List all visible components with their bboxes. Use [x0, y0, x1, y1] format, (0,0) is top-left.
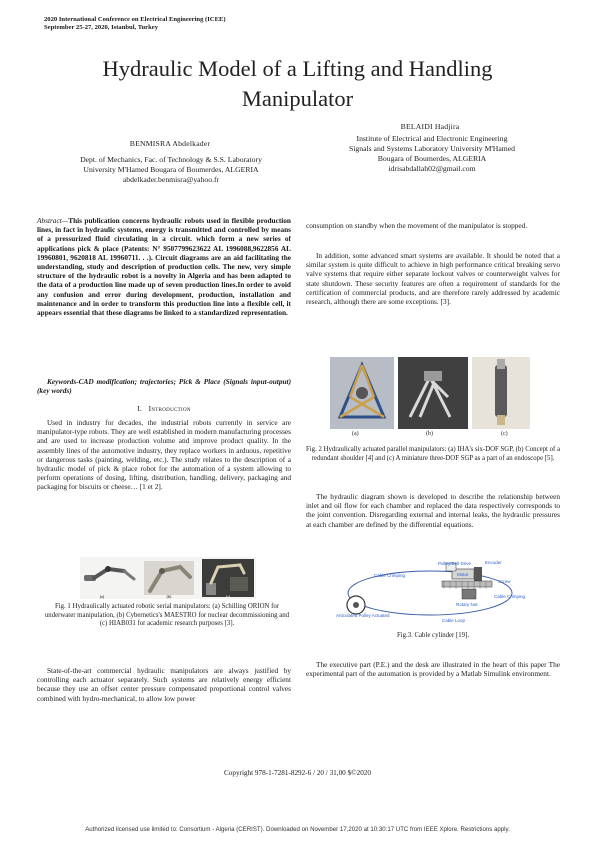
author1-affiliation — [26, 155, 316, 185]
figure-2-label-a: (a) — [352, 431, 359, 437]
figure-1-label-c: (c) — [225, 594, 231, 599]
author2-affiliation-line-3: Bougara of Boumerdes, ALGERIA — [377, 154, 487, 163]
figure-1-image — [80, 557, 256, 599]
conference-header — [44, 16, 226, 33]
title-line-1: Hydraulic Model of a Lifting and Handling — [102, 56, 493, 81]
figure-1b-serial-arm — [144, 561, 194, 595]
author1-name: BENMISRA Abdelkader — [129, 139, 211, 148]
figure-3-cable-cylinder-diagram — [334, 559, 529, 627]
label-articulated-pulley: Articulated Pulley Actuated — [336, 613, 390, 618]
label-rotary-nut: Rotary Nut — [456, 602, 478, 607]
rotary-nut — [462, 589, 476, 599]
screw-rod — [442, 581, 492, 587]
figure-2-image — [330, 357, 530, 429]
paper-title — [40, 54, 555, 114]
label-cable-crimping-right: Cable Crimping — [494, 594, 526, 599]
abstract-text: This publication concerns hydraulic robots used in flexible production lines, in fact in hydraulic systems, energy is transmitted and controlled by means of a pressurized fluid circulating in a circuit. which form a new series of applications pick & place (Patents: N° 9507799623622 AL 1996088,9622856 AL 19960801, 9620818 AL 19960711. . .). Circuit diagrams are an aid facilitating the understanding, study and description of production cells. The new, very simple structure of the hydraulic robot is a novelty in Algeria and has been adapted to the data of a production line made up of seven production lines.In order to avoid any confusion and error during development, production, installation and maintenance and in order to transform this production line into a flexible cell, it appears essential that these diagrams be linked to a standardized representation. — [37, 216, 291, 318]
label-motor: Motor — [457, 572, 469, 577]
figure-1-caption: Fig. 1 Hydraulically actuated robotic serial manipulators: (a) Schilling ORION for underwater manipulation, (b) Cybernetics's MAESTRO for nuclear decommissioning and (c) HIAB031 for academic research purposes [3]. — [44, 603, 290, 628]
author1-affiliation-line-2: University M'Hamed Bougara of Boumerdes, ALGERIA — [83, 165, 259, 174]
abstract-label: Abstract— — [37, 216, 69, 225]
license-footer: Authorized licensed use limited to: Consortium - Algeria (CERIST). Downloaded on November 17,2020 at 10:30:17 UTC from IEEE Xplore. Restrictions apply. — [85, 826, 510, 833]
copyright-line: Copyright 978-1-7281-8292-6 / 20 / 31,00 $©2020 — [223, 769, 371, 777]
author2-name: BELAIDI Hadjira — [400, 122, 460, 131]
label-cable-loop: Cable Loop — [442, 618, 466, 623]
conference-name: 2020 International Conference on Electrical Engineering (ICEE) — [44, 16, 226, 23]
author1-affiliation-line-1: Dept. of Mechanics, Fac. of Technology & S.S. Laboratory — [80, 155, 262, 164]
figure-2-label-c: (c) — [501, 431, 508, 437]
keywords: Keywords-CAD modification; trajectories; Pick & Place (Signals input-output) (key words) — [37, 377, 291, 396]
author2-affiliation-line-1: Institute of Electrical and Electronic Engineering — [356, 134, 508, 143]
author2-email: idrisabdallah02@gmail.com — [388, 164, 476, 173]
figure-2c-parallel-manipulator — [472, 357, 530, 429]
right-paragraph-1: consumption on standby when the movement of the manipulator is stopped. — [306, 221, 528, 230]
section-title: Introduction — [148, 404, 191, 413]
intro-paragraph: Used in industry for decades, the industrial robots currently in service are manipulator-type robots. They are well established in modern manufacturing processes and are used to increase production volume and improve product quality. In the assembly lines of the automotive industry, they replace workers in arduous, repetitive or dangerous tasks (painting, welding, etc.). The study relates to the description of a hydraulic model of pick & place robot for the automation of a system allowing to perform operations of dosing, lifting, distribution, handling, delivery, packaging and packaging for biscuits or cheese… [1 et 2]. — [37, 418, 291, 492]
title-line-2: Manipulator — [241, 86, 354, 111]
figure-2-caption: Fig. 2 Hydraulically actuated parallel manipulators: (a) IHA's six-DOF SGP, (b) Concept of a redundant shoulder [4] and (c) A miniature three-DOF SGP as a part of an endoscope [5]. — [306, 446, 560, 462]
label-cable-crimping-left: Cable Crimping — [374, 573, 406, 578]
figure-1c-serial-arm — [202, 559, 254, 597]
abstract — [37, 216, 291, 317]
figure-1-label-a: (a) — [99, 594, 105, 599]
right-paragraph-2: In addition, some advanced smart systems are available. It should be noted that a similar system is quite difficult to achieve in high performance critical breaking servo valve systems that require either separate lockout valves or counterweight valves for state shutdown. These security features are often a requirement of standards for the certification of commercial products, and are therefore rarely addressed by academic research, although there are some exceptions. [3]. — [306, 251, 560, 307]
label-screw: Screw — [498, 579, 511, 584]
author1-email: abdelkader.benmisra@yahoo.fr — [122, 175, 220, 184]
author2-affiliation — [316, 134, 548, 174]
label-encoder: Encoder — [485, 560, 502, 565]
label-pulley-belt-drive: Pulley/Belt Drive — [438, 561, 472, 566]
figure-2a-parallel-manipulator — [330, 357, 394, 429]
figure-1-label-b: (b) — [166, 594, 172, 599]
section-heading-introduction — [37, 404, 291, 413]
conference-date: September 25-27, 2020, Istanbul, Turkey — [44, 24, 159, 32]
figure-3-caption: Fig.3. Cable cylinder [19]. — [396, 632, 470, 639]
figure-2-label-b: (b) — [426, 431, 433, 437]
right-paragraph-4: The executive part (P.E.) and the desk are illustrated in the heart of this paper The experimental part of the automation is provided by a Matlab Simulink environment. — [306, 660, 560, 679]
section-number: I. — [137, 404, 143, 413]
author2-affiliation-line-2: Signals and Systems Laboratory University M'Hamed — [348, 144, 515, 153]
left-paragraph-2: State-of-the-art commercial hydraulic manipulators are always justified by controlling each actuator separately. Such systems are relatively energy efficient because they use an offset center pressure compensated proportional control valves combined with hydro-mechanical, to allow low power — [37, 666, 291, 703]
right-paragraph-3: The hydraulic diagram shown is developed to describe the relationship between inlet and oil flow for each chamber and replaced the data respectively corresponds to the joint convention. Disregarding external and internal leaks, the hydraulic pressures at each chamber are defined by the differential equations. — [306, 492, 560, 529]
figure-2b-parallel-manipulator — [398, 357, 468, 429]
